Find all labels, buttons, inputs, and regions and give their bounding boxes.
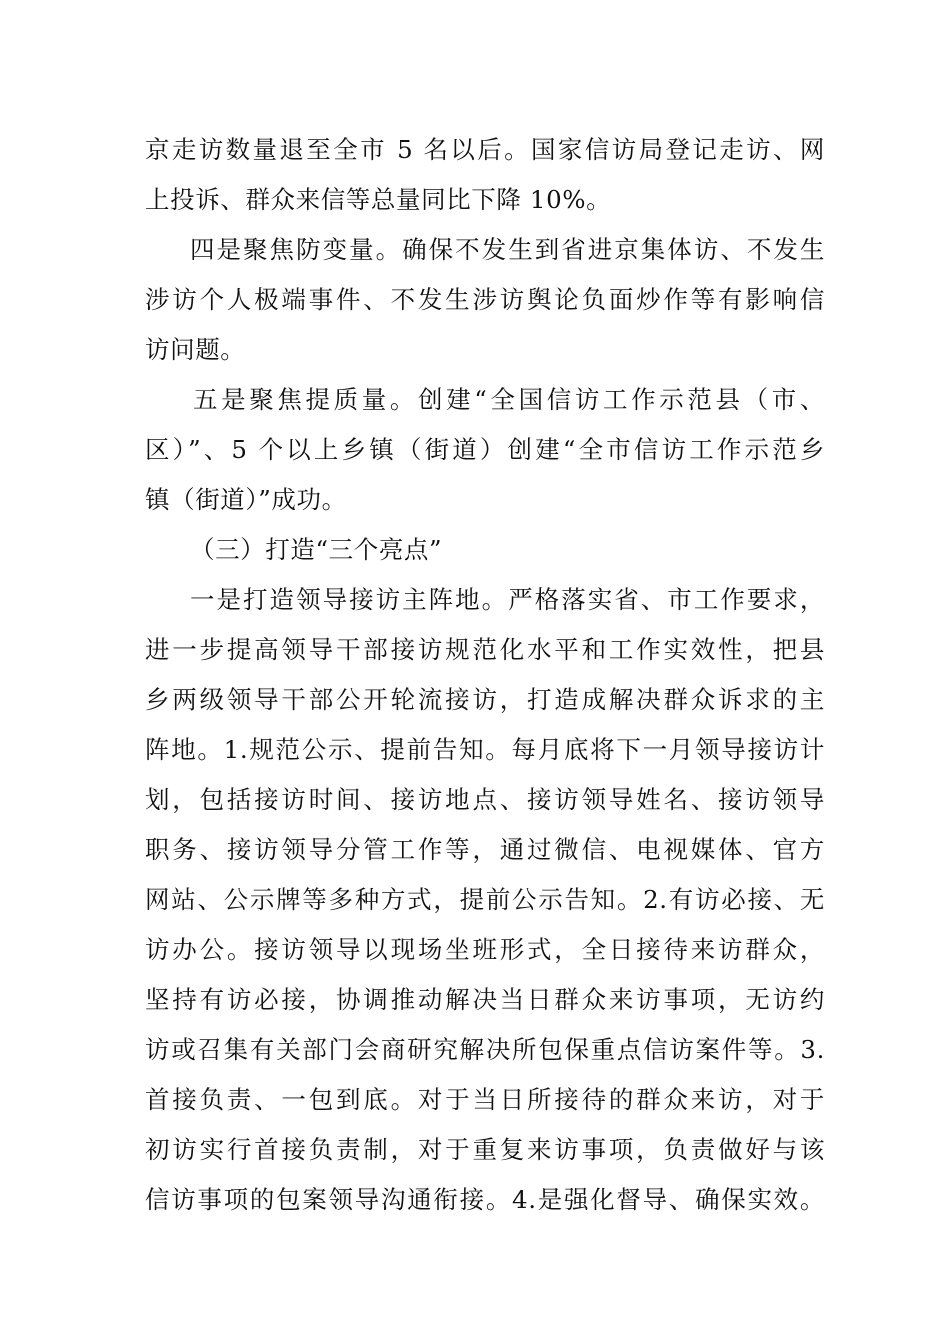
text-line: 涉访个人极端事件、不发生涉访舆论负面炒作等有影响信 [145,285,825,314]
text-line: 访问题。 [145,335,246,364]
text-line: 访办公。接访领导以现场坐班形式，全日接待来访群众， [145,935,825,964]
text-line: 五是聚焦提质量。创建“全国信访工作示范县（市、 [193,385,825,414]
section-heading: （三）打造“三个亮点” [190,535,443,564]
text-line: 进一步提高领导干部接访规范化水平和工作实效性，把县 [145,635,825,664]
text-line: 信访事项的包案领导沟通衔接。4.是强化督导、确保实效。 [145,1185,825,1214]
text-line: 首接负责、一包到底。对于当日所接待的群众来访，对于 [145,1085,825,1114]
text-line: 镇（街道）”成功。 [145,485,347,514]
text-line: 划，包括接访时间、接访地点、接访领导姓名、接访领导 [145,785,825,814]
text-line: 访或召集有关部门会商研究解决所包保重点信访案件等。3. [145,1035,825,1064]
text-line: 坚持有访必接，协调推动解决当日群众来访事项，无访约 [145,985,825,1014]
text-line: 上投诉、群众来信等总量同比下降 10%。 [145,185,612,214]
text-line: 区）”、5 个以上乡镇（街道）创建“全市信访工作示范乡 [145,435,825,464]
text-line: 职务、接访领导分管工作等，通过微信、电视媒体、官方 [145,835,825,864]
text-line: 四是聚焦防变量。确保不发生到省进京集体访、不发生 [190,235,825,264]
text-line: 网站、公示牌等多种方式，提前公示告知。2.有访必接、无 [145,885,825,914]
text-line: 阵地。1.规范公示、提前告知。每月底将下一月领导接访计 [145,735,825,764]
text-line: 乡两级领导干部公开轮流接访，打造成解决群众诉求的主 [145,685,825,714]
text-line: 初访实行首接负责制，对于重复来访事项，负责做好与该 [145,1135,825,1164]
text-line: 京走访数量退至全市 5 名以后。国家信访局登记走访、网 [145,135,825,164]
text-line: 一是打造领导接访主阵地。严格落实省、市工作要求， [190,585,825,614]
